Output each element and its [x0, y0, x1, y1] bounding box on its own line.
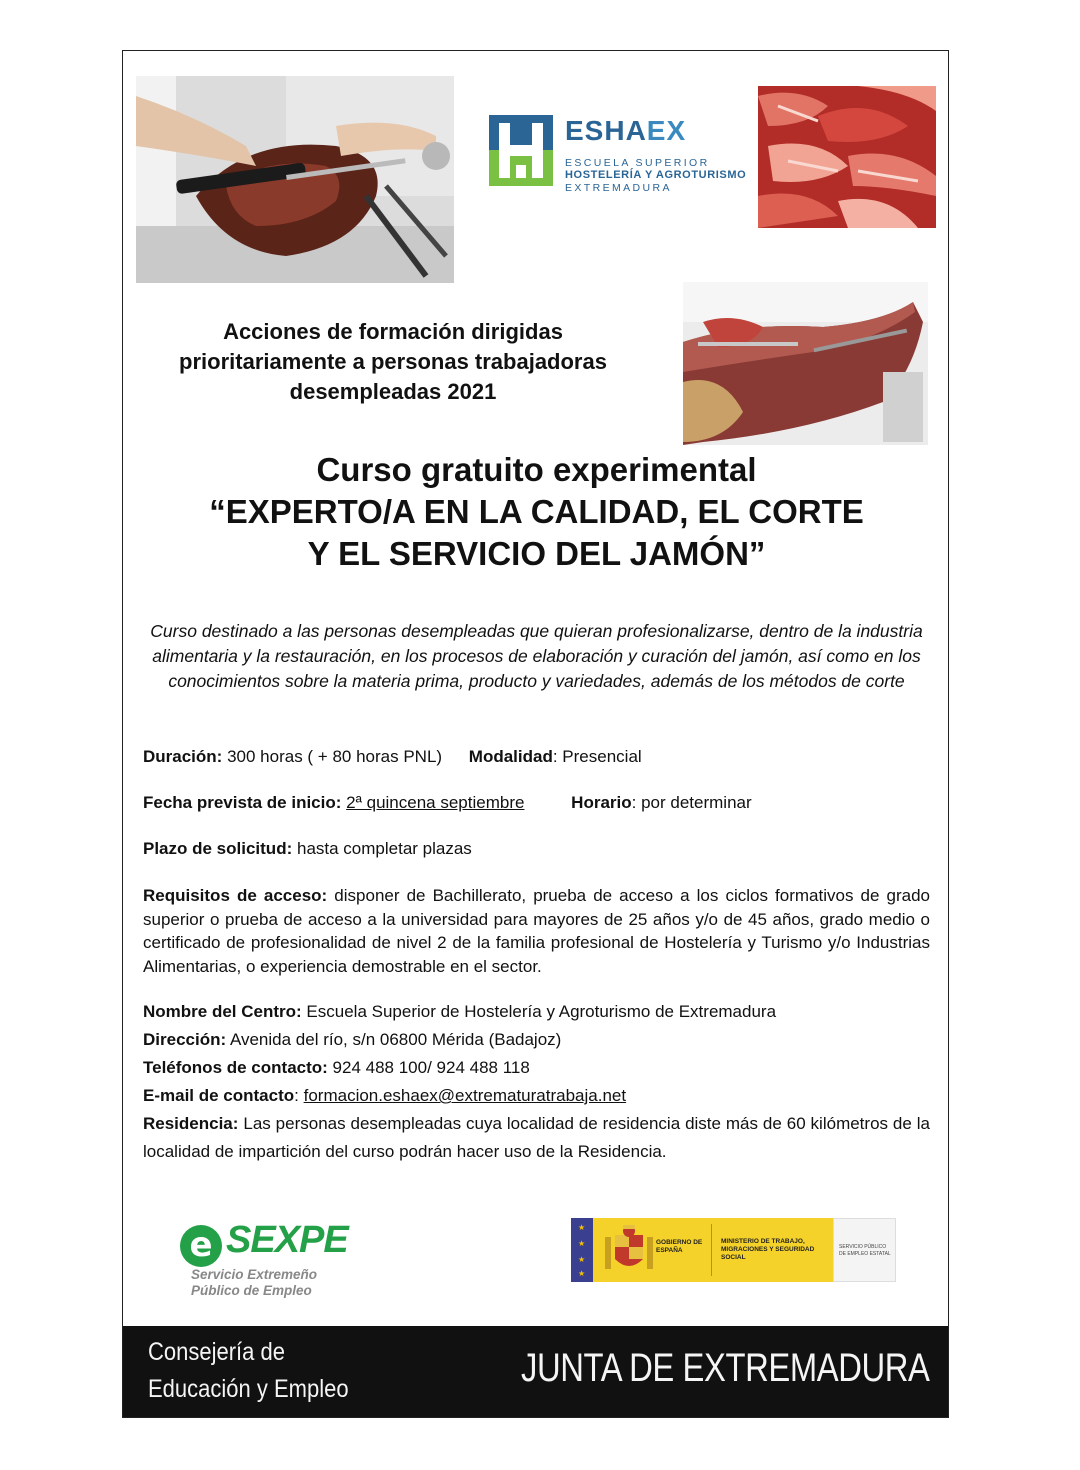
eshaex-name: ESHAEX: [565, 115, 687, 146]
eshaex-subtitle-3: EXTREMADURA: [565, 182, 672, 194]
gobierno-divider: [711, 1224, 712, 1276]
duration-label: Duración:: [143, 747, 223, 766]
sepe-text: SERVICIO PÚBLICO DE EMPLEO ESTATAL: [839, 1244, 891, 1257]
junta-footer: [123, 1326, 949, 1418]
requirements-label: Requisitos de acceso:: [143, 886, 328, 905]
ham-plate-photo: [758, 86, 936, 228]
residence-value: Las personas desempleadas cuya localidad de residencia diste más de 60 kilómetros de la localidad de impartición del curso podrán hacer uso de la Residencia.: [143, 1114, 930, 1161]
deadline-value: hasta completar plazas: [296, 839, 472, 858]
center-name-row: [143, 998, 930, 1026]
sexpe-subtitle-2: Público de Empleo: [191, 1283, 312, 1298]
course-description: Curso destinado a las personas desempleadas que quieran profesionalizarse, dentro de la industria alimentaria y la restauración, en los procesos de elaboración y curación del jamón, así como en los conocimientos sobre la materia prima, producto y variedades, además de los métodos de corte: [150, 621, 923, 691]
gobierno-text: GOBIERNO DE ESPAÑA: [656, 1239, 703, 1254]
sexpe-logo: [180, 1219, 350, 1299]
email-row: [143, 1082, 930, 1110]
course-title-line-2: “EXPERTO/A EN LA CALIDAD, EL CORTE: [209, 493, 864, 530]
gobierno-banner: [593, 1218, 833, 1282]
eshaex-mark-icon: [489, 115, 553, 186]
requirements-row: [143, 884, 930, 978]
start-date-value: 2ª quincena septiembre: [346, 793, 525, 812]
course-title-line-1: Curso gratuito experimental: [316, 451, 757, 488]
consejeria-label: [148, 1334, 349, 1408]
email-separator: :: [294, 1086, 299, 1105]
consejeria-line-1: Consejería de: [148, 1338, 285, 1366]
residence-label: Residencia:: [143, 1114, 239, 1133]
consejeria-line-2: Educación y Empleo: [148, 1375, 349, 1403]
course-title: [123, 449, 949, 575]
phone-row: [143, 1054, 930, 1082]
eshaex-subtitle-1: ESCUELA SUPERIOR: [565, 157, 710, 169]
sexpe-e-icon: e: [180, 1225, 222, 1267]
requirements-value: disponer de Bachillerato, prueba de acceso a los ciclos formativos de grado superior o prueba de acceso a la universidad para mayores de 25 años y/o de 45 años, grado medio o certificado de profesionalidad de nivel 2 de la familia profesional de Hostelería y Turismo y/o Industrias Alimentarias, o experiencia demostrable en el sector.: [143, 886, 930, 976]
center-name-label: Nombre del Centro:: [143, 1002, 302, 1021]
start-date-label: Fecha prevista de inicio:: [143, 793, 342, 812]
course-title-line-3: Y EL SERVICIO DEL JAMÓN”: [307, 535, 766, 572]
start-date-row: [143, 791, 930, 815]
eshaex-subtitle-2: HOSTELERÍA Y AGROTURISMO: [565, 169, 747, 181]
schedule-value: : por determinar: [631, 793, 752, 812]
spain-coat-of-arms-icon: [603, 1223, 655, 1277]
junta-extremadura-label: JUNTA DE EXTREMADURA: [521, 1346, 930, 1390]
flyer-page: [122, 50, 949, 1418]
sexpe-subtitle-1: Servicio Extremeño: [191, 1267, 318, 1282]
phone-label: Teléfonos de contacto:: [143, 1058, 328, 1077]
address-value: Avenida del río, s/n 06800 Mérida (Badajoz): [229, 1030, 562, 1049]
duration-row: [143, 745, 930, 769]
ministerio-text: MINISTERIO DE TRABAJO, MIGRACIONES Y SEGURIDAD SOCIAL: [721, 1238, 815, 1261]
eshaex-logo: [489, 115, 751, 194]
sexpe-name: SEXPE: [226, 1219, 348, 1261]
phone-value: 924 488 100/ 924 488 118: [332, 1058, 530, 1077]
ham-slicing-photo: [136, 76, 454, 283]
contact-block: [143, 998, 930, 1110]
deadline-label: Plazo de solicitud:: [143, 839, 293, 858]
center-name-value: Escuela Superior de Hostelería y Agroturismo de Extremadura: [306, 1002, 777, 1021]
email-link[interactable]: formacion.eshaex@extrematuratrabaja.net: [303, 1086, 627, 1105]
program-subtitle: Acciones de formación dirigidas prioritariamente a personas trabajadoras desempleadas 2021: [179, 319, 607, 404]
sepe-box: [833, 1218, 896, 1282]
modality-label: Modalidad: [468, 747, 553, 766]
residence-row: [143, 1110, 930, 1166]
gobierno-espana-logo: [571, 1218, 896, 1282]
application-deadline-row: [143, 837, 930, 861]
schedule-label: Horario: [571, 793, 632, 812]
modality-value: : Presencial: [552, 747, 642, 766]
ham-leg-photo: [683, 282, 928, 445]
email-label: E-mail de contacto: [143, 1086, 295, 1105]
duration-value: 300 horas ( + 80 horas PNL): [227, 747, 443, 766]
address-label: Dirección:: [143, 1030, 227, 1049]
address-row: [143, 1026, 930, 1054]
eu-flag-icon: ★ ★ ★ ★: [571, 1218, 593, 1282]
